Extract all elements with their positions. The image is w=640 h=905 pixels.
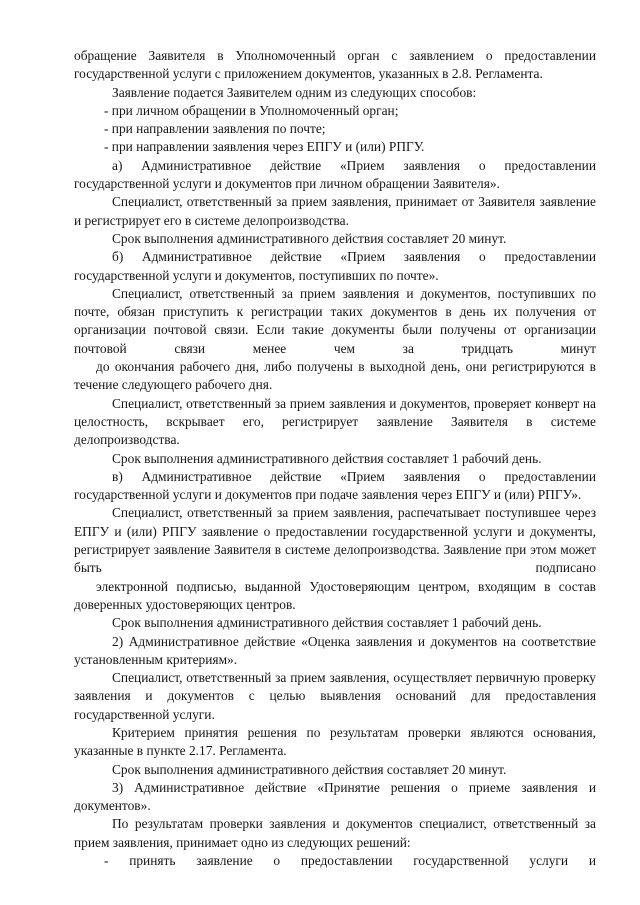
paragraph-10: Специалист, ответственный за прием заявления и документов, поступивших по почте, обязан приступить к регистрации таких документов в день их получения от организации почтовой связи. Если такие документы были получены от организации почтовой связи менее чем за тридцать минут xyxy=(74,285,596,356)
paragraph-16: электронной подписью, выданной Удостоверяющим центром, входящим в состав доверенных удостоверяющих центров. xyxy=(74,578,596,612)
paragraph-15: Специалист, ответственный за прием заявления, распечатывает поступившее через ЕПГУ и (или) РПГУ заявление о предоставлении государственной услуги и документы, регистрирует заявление Заявителя в системе делопроизводства. Заявление при этом может быть подписано xyxy=(74,505,596,576)
paragraph-1: обращение Заявителя в Уполномоченный орган с заявлением о предоставлении государственной услуги с приложением документов, указанных в 2.8. Регламента. xyxy=(74,48,596,82)
paragraph-deadline-3: Срок выполнения административного действия составляет 1 рабочий день. xyxy=(112,615,542,631)
paragraph-deadline-1: Срок выполнения административного действия составляет 20 минут. xyxy=(112,230,507,246)
paragraph-action-3: 3) Административное действие «Принятие решения о приеме заявления и документов». xyxy=(74,779,596,814)
paragraph-2: Заявление подается Заявителем одним из следующих способов: xyxy=(112,84,477,100)
list-item-accept: - принять заявление о предоставлении государственной услуги и xyxy=(104,853,596,869)
paragraph-action-2: 2) Административное действие «Оценка заявления и документов на соответствие установленным критериям». xyxy=(74,633,596,667)
list-item-epgu: - при направлении заявления через ЕПГУ и (или) РПГУ. xyxy=(104,139,425,155)
paragraph-20: Критерием принятия решения по результатам проверки являются основания, указанные в пункте 2.17. Регламента. xyxy=(74,724,596,759)
list-item-post: - при направлении заявления по почте; xyxy=(104,121,326,137)
paragraph-7: Специалист, ответственный за прием заявления, принимает от Заявителя заявление и регистрирует его в системе делопроизводства. xyxy=(74,194,596,228)
paragraph-deadline-4: Срок выполнения административного действия составляет 20 минут. xyxy=(112,761,507,777)
list-item-personal: - при личном обращении в Уполномоченный орган; xyxy=(104,102,399,118)
paragraph-23: По результатам проверки заявления и документов специалист, ответственный за прием заявления, принимает одно из следующих решений: xyxy=(74,816,596,850)
paragraph-action-v: в) Административное действие «Прием заявления о предоставлении государственной услуги и документов при подаче заявления через ЕПГУ и (или) РПГУ». xyxy=(74,468,596,503)
paragraph-11: до окончания рабочего дня, либо получены в выходной день, они регистрируются в течение следующего рабочего дня. xyxy=(74,359,596,393)
paragraph-action-b: б) Административное действие «Прием заявления о предоставлении государственной услуги и документов, поступивших по почте». xyxy=(74,249,596,283)
paragraph-12: Специалист, ответственный за прием заявления и документов, проверяет конверт на целостность, вскрывает его, регистрирует заявление Заявителя в системе делопроизводства. xyxy=(74,395,596,448)
paragraph-19: Специалист, ответственный за прием заявления, осуществляет первичную проверку заявления и документов с целью выявления оснований для предоставления государственной услуги. xyxy=(74,670,596,722)
paragraph-deadline-2: Срок выполнения административного действия составляет 1 рабочий день. xyxy=(112,450,542,466)
paragraph-action-a: а) Административное действие «Прием заявления о предоставлении государственной услуги и документов при личном обращении Заявителя». xyxy=(74,157,596,192)
